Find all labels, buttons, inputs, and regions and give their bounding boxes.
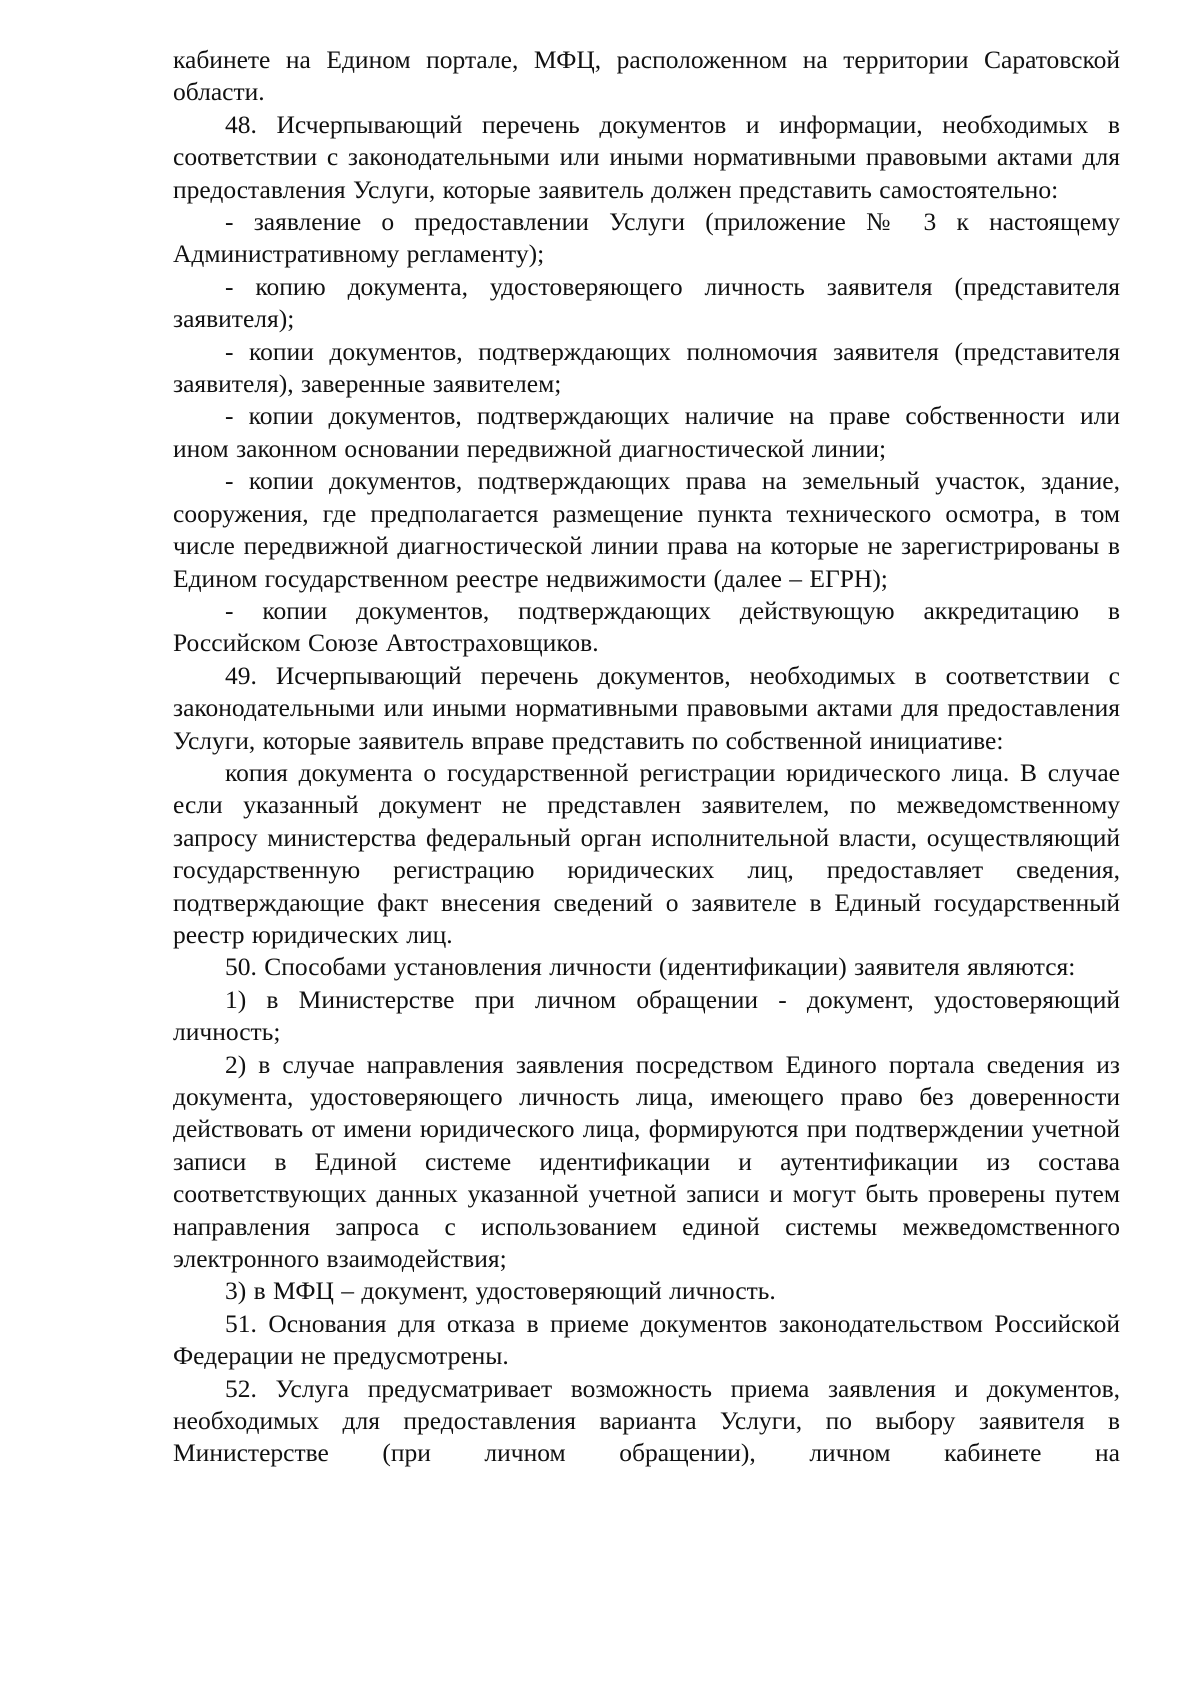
paragraph-52: 52. Услуга предусматривает возможность приема заявления и документов, необходимых для предоставления варианта Услуги, по выбору заявителя в Министерстве (при личном обращении), личном кабинете на — [173, 1373, 1120, 1468]
list-item-50-3: 3) в МФЦ – документ, удостоверяющий личность. — [225, 1276, 776, 1306]
list-item-50-2: 2) в случае направления заявления посредством Единого портала сведения из документа, удостоверяющего личность лица, имеющего право без доверенности действовать от имени юридического лица, формируются при подтверждении учетной записи в Единой системе идентификации и аутентификации из состава соответствующих данных указанной учетной записи и могут быть проверены путем направления запроса с использованием единой системы межведомственного электронного взаимодействия; — [173, 1049, 1120, 1274]
paragraph-continuation: кабинете на Едином портале, МФЦ, расположенном на территории Саратовской области. — [173, 45, 1120, 107]
list-item-identity-document: - копию документа, удостоверяющего личность заявителя (представителя заявителя); — [173, 271, 1120, 334]
paragraph-50: 50. Способами установления личности (идентификации) заявителя являются: — [225, 952, 1076, 982]
paragraph-48: 48. Исчерпывающий перечень документов и информации, необходимых в соответствии с законодательными или иными нормативными правовыми актами для предоставления Услуги, которые заявитель должен представить самостоятельно: — [173, 109, 1120, 204]
list-item-50-1: 1) в Министерстве при личном обращении - документ, удостоверяющий личность; — [173, 984, 1120, 1047]
paragraph-51: 51. Основания для отказа в приеме документов законодательством Российской Федерации не предусмотрены. — [173, 1308, 1120, 1371]
list-item-application: - заявление о предоставлении Услуги (приложение № 3 к настоящему Административному регламенту); — [173, 207, 1120, 269]
paragraph-49: 49. Исчерпывающий перечень документов, необходимых в соответствии с законодательными или иными нормативными правовыми актами для предоставления Услуги, которые заявитель вправе представить по собственной инициативе: — [173, 660, 1120, 755]
list-item-authority-documents: - копии документов, подтверждающих полномочия заявителя (представителя заявителя), заверенные заявителем; — [173, 336, 1120, 399]
list-item-land-rights-documents: - копии документов, подтверждающих права на земельный участок, здание, сооружения, где предполагается размещение пункта технического осмотра, в том числе передвижной диагностической линии права на которые не зарегистрированы в Едином государственном реестре недвижимости (далее – ЕГРН); — [173, 466, 1120, 593]
list-item-ownership-documents: - копии документов, подтверждающих наличие на праве собственности или ином законном основании передвижной диагностической линии; — [173, 401, 1120, 463]
list-item-accreditation-documents: - копии документов, подтверждающих действующую аккредитацию в Российском Союзе Автостраховщиков. — [173, 595, 1120, 658]
paragraph-registration-copy: копия документа о государственной регистрации юридического лица. В случае если указанный документ не представлен заявителем, по межведомственному запросу министерства федеральный орган исполнительной власти, осуществляющий государственную регистрацию юридических лиц, предоставляет сведения, подтверждающие факт внесения сведений о заявителе в Единый государственный реестр юридических лиц. — [173, 757, 1120, 949]
